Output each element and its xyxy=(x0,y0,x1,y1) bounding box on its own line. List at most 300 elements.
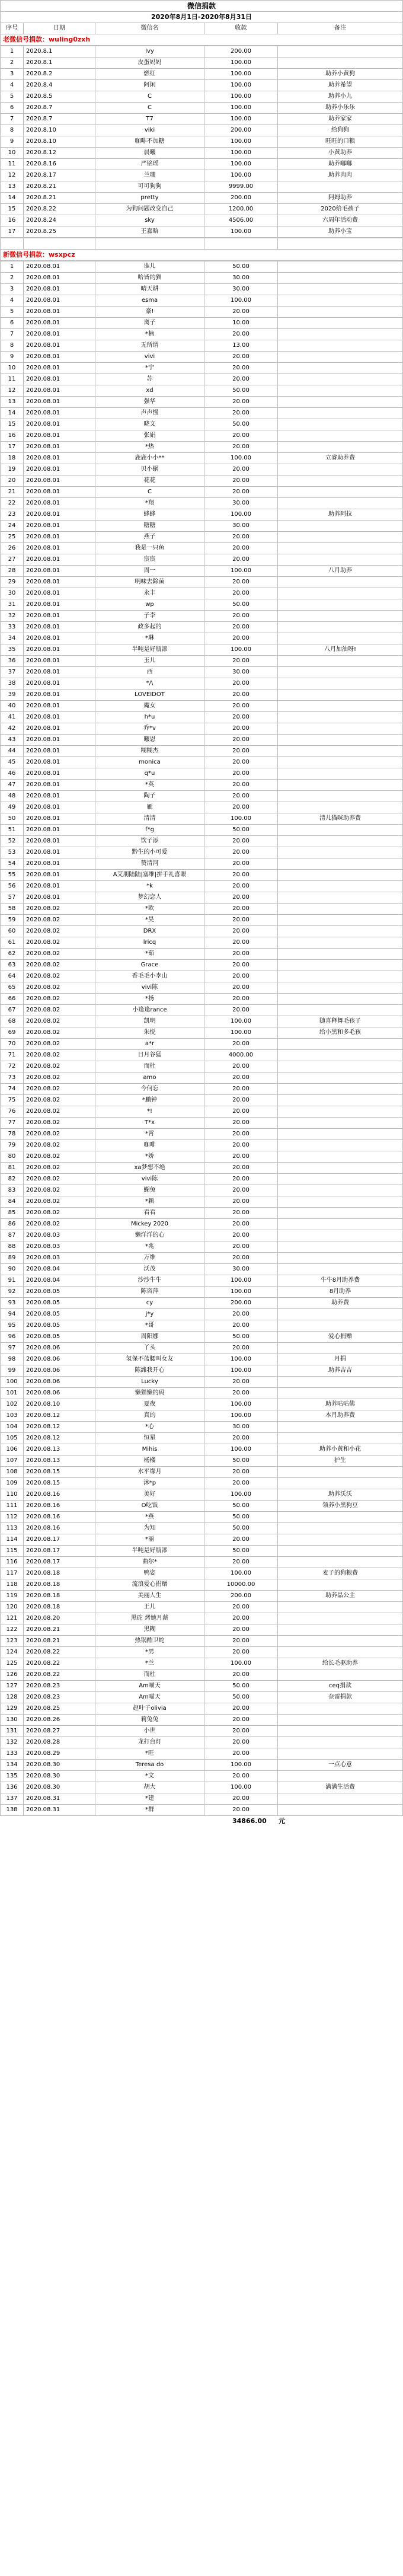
row-note: 本月助养费 xyxy=(278,1410,403,1422)
row-amount: 20.00 xyxy=(204,1219,278,1230)
row-amount: 20.00 xyxy=(204,1118,278,1129)
row-note xyxy=(278,46,403,58)
row-date: 2020.08.21 xyxy=(24,1636,95,1647)
row-note xyxy=(278,1579,403,1591)
table-row xyxy=(1,215,403,226)
table-row xyxy=(1,1016,403,1027)
row-note: 助养小乐乐 xyxy=(278,103,403,114)
row-date: 2020.08.02 xyxy=(24,915,95,926)
table-row xyxy=(1,656,403,667)
row-number: 33 xyxy=(1,622,24,633)
old-account-table xyxy=(0,46,403,238)
table-row xyxy=(1,363,403,374)
row-number: 64 xyxy=(1,971,24,982)
row-number: 105 xyxy=(1,1433,24,1444)
table-row xyxy=(1,1309,403,1320)
row-number: 135 xyxy=(1,1771,24,1782)
row-number: 132 xyxy=(1,1737,24,1748)
row-note: 小黄助养 xyxy=(278,148,403,159)
table-row xyxy=(1,723,403,735)
row-date: 2020.08.21 xyxy=(24,1624,95,1636)
row-number: 28 xyxy=(1,566,24,577)
row-note: 助养吉吉 xyxy=(278,1365,403,1377)
row-note xyxy=(278,971,403,982)
new-account-table xyxy=(0,261,403,1816)
row-number: 138 xyxy=(1,1805,24,1816)
table-row xyxy=(1,1377,403,1388)
row-amount: 100.00 xyxy=(204,91,278,103)
row-amount: 100.00 xyxy=(204,1444,278,1455)
row-note xyxy=(278,1805,403,1816)
row-number: 68 xyxy=(1,1016,24,1027)
row-number: 130 xyxy=(1,1715,24,1726)
row-number: 126 xyxy=(1,1670,24,1681)
row-name: *男 xyxy=(95,1647,204,1658)
table-row xyxy=(1,622,403,633)
row-amount: 20.00 xyxy=(204,746,278,757)
row-number: 87 xyxy=(1,1230,24,1241)
row-name: *群 xyxy=(95,1805,204,1816)
table-row xyxy=(1,1399,403,1410)
row-date: 2020.08.03 xyxy=(24,1230,95,1241)
row-amount: 20.00 xyxy=(204,982,278,994)
row-name: 清清 xyxy=(95,813,204,825)
table-row xyxy=(1,1703,403,1715)
row-amount: 20.00 xyxy=(204,926,278,937)
table-row xyxy=(1,1264,403,1275)
table-row xyxy=(1,159,403,170)
table-row xyxy=(1,1636,403,1647)
row-number: 117 xyxy=(1,1568,24,1579)
row-note: 助养阿拉 xyxy=(278,509,403,521)
row-note xyxy=(278,1433,403,1444)
row-note: 助养费 xyxy=(278,1298,403,1309)
table-row xyxy=(1,1489,403,1501)
row-date: 2020.08.01 xyxy=(24,577,95,588)
row-note xyxy=(278,1478,403,1489)
header-date: 日期 xyxy=(24,23,95,34)
row-note: 助养咕咕佛 xyxy=(278,1399,403,1410)
row-note xyxy=(278,1771,403,1782)
row-note: 立睿助养费 xyxy=(278,453,403,464)
row-name: 陈咨萍 xyxy=(95,1287,204,1298)
row-name: f*g xyxy=(95,825,204,836)
row-note xyxy=(278,633,403,644)
row-number: 7 xyxy=(1,114,24,125)
row-date: 2020.08.01 xyxy=(24,780,95,791)
row-name: *颖 xyxy=(95,1196,204,1208)
row-date: 2020.08.13 xyxy=(24,1444,95,1455)
row-note xyxy=(278,1163,403,1174)
row-date: 2020.08.16 xyxy=(24,1489,95,1501)
row-note xyxy=(278,1084,403,1095)
row-date: 2020.08.01 xyxy=(24,284,95,295)
row-date: 2020.08.01 xyxy=(24,385,95,397)
header-note: 备注 xyxy=(278,23,403,34)
row-amount: 20.00 xyxy=(204,723,278,735)
row-number: 52 xyxy=(1,836,24,847)
row-number: 62 xyxy=(1,949,24,960)
row-note xyxy=(278,960,403,971)
row-name: 宸宸 xyxy=(95,554,204,566)
row-date: 2020.08.01 xyxy=(24,678,95,690)
row-amount: 20.00 xyxy=(204,768,278,780)
table-row xyxy=(1,181,403,193)
row-name: 我是一只鱼 xyxy=(95,543,204,554)
row-number: 112 xyxy=(1,1512,24,1523)
row-note: 一点心意 xyxy=(278,1760,403,1771)
table-row xyxy=(1,170,403,181)
row-note xyxy=(278,1230,403,1241)
row-note: 麦子的狗粮费 xyxy=(278,1568,403,1579)
row-number: 65 xyxy=(1,982,24,994)
row-name: 水平缘月 xyxy=(95,1467,204,1478)
table-row xyxy=(1,80,403,91)
total-row xyxy=(0,1816,403,1827)
row-amount: 20.00 xyxy=(204,1253,278,1264)
row-name: 声声慢 xyxy=(95,408,204,419)
row-number: 131 xyxy=(1,1726,24,1737)
row-number: 14 xyxy=(1,408,24,419)
table-row xyxy=(1,1658,403,1670)
table-row xyxy=(1,1005,403,1016)
row-note xyxy=(278,1670,403,1681)
row-amount: 100.00 xyxy=(204,644,278,656)
row-number: 127 xyxy=(1,1681,24,1692)
row-name: 苏 xyxy=(95,374,204,385)
row-note xyxy=(278,442,403,453)
old-account-label: 老微信号捐款：wuling0zxh xyxy=(0,34,403,46)
row-name: T7 xyxy=(95,114,204,125)
row-name: 夏夜 xyxy=(95,1399,204,1410)
row-amount: 200.00 xyxy=(204,125,278,136)
row-number: 99 xyxy=(1,1365,24,1377)
row-note xyxy=(278,261,403,273)
table-row xyxy=(1,870,403,881)
row-amount: 20.00 xyxy=(204,1433,278,1444)
row-note xyxy=(278,58,403,69)
row-date: 2020.08.02 xyxy=(24,1208,95,1219)
row-amount: 100.00 xyxy=(204,1399,278,1410)
row-number: 4 xyxy=(1,80,24,91)
row-name: 恒星 xyxy=(95,1433,204,1444)
row-name: 朱悦 xyxy=(95,1027,204,1039)
table-row xyxy=(1,1320,403,1332)
row-amount: 20.00 xyxy=(204,1771,278,1782)
row-number: 89 xyxy=(1,1253,24,1264)
row-date: 2020.08.18 xyxy=(24,1591,95,1602)
row-name: 咖啡 xyxy=(95,1140,204,1151)
row-number: 42 xyxy=(1,723,24,735)
row-date: 2020.08.06 xyxy=(24,1343,95,1354)
row-note xyxy=(278,1241,403,1253)
table-row xyxy=(1,1478,403,1489)
row-number: 17 xyxy=(1,442,24,453)
row-name: 黑糊 xyxy=(95,1624,204,1636)
table-row xyxy=(1,1185,403,1196)
table-row xyxy=(1,1647,403,1658)
row-number: 92 xyxy=(1,1287,24,1298)
table-row xyxy=(1,971,403,982)
table-row xyxy=(1,226,403,238)
row-note xyxy=(278,1388,403,1399)
table-row xyxy=(1,352,403,363)
row-note xyxy=(278,295,403,307)
row-number: 106 xyxy=(1,1444,24,1455)
row-amount: 50.00 xyxy=(204,1681,278,1692)
row-name: 饮子添 xyxy=(95,836,204,847)
row-date: 2020.08.02 xyxy=(24,1174,95,1185)
row-name: 糖糖 xyxy=(95,521,204,532)
row-note xyxy=(278,1095,403,1106)
row-number: 110 xyxy=(1,1489,24,1501)
row-note xyxy=(278,521,403,532)
row-name: C xyxy=(95,91,204,103)
row-date: 2020.08.01 xyxy=(24,633,95,644)
row-amount: 100.00 xyxy=(204,1760,278,1771)
row-number: 20 xyxy=(1,475,24,487)
row-date: 2020.08.10 xyxy=(24,1399,95,1410)
row-number: 10 xyxy=(1,148,24,159)
row-number: 108 xyxy=(1,1467,24,1478)
table-row xyxy=(1,1455,403,1467)
row-number: 91 xyxy=(1,1275,24,1287)
table-row xyxy=(1,633,403,644)
row-number: 86 xyxy=(1,1219,24,1230)
table-row xyxy=(1,678,403,690)
row-name: */\ xyxy=(95,678,204,690)
row-name: C xyxy=(95,103,204,114)
row-name: 而杜 xyxy=(95,1061,204,1072)
row-amount: 13.00 xyxy=(204,340,278,352)
row-amount: 20.00 xyxy=(204,1467,278,1478)
row-note xyxy=(278,937,403,949)
row-amount: 4506.00 xyxy=(204,215,278,226)
row-date: 2020.08.02 xyxy=(24,1151,95,1163)
row-note: 助养小黄和小花 xyxy=(278,1444,403,1455)
row-number: 51 xyxy=(1,825,24,836)
row-note xyxy=(278,374,403,385)
row-amount: 20.00 xyxy=(204,611,278,622)
row-number: 19 xyxy=(1,464,24,475)
row-amount: 20.00 xyxy=(204,960,278,971)
row-date: 2020.08.01 xyxy=(24,858,95,870)
row-amount: 20.00 xyxy=(204,915,278,926)
table-row xyxy=(1,735,403,746)
row-name: 强华 xyxy=(95,397,204,408)
row-note: 助养肉肉 xyxy=(278,170,403,181)
row-note xyxy=(278,329,403,340)
row-amount: 20.00 xyxy=(204,487,278,498)
row-date: 2020.08.01 xyxy=(24,554,95,566)
row-number: 96 xyxy=(1,1332,24,1343)
row-name: *鹏钟 xyxy=(95,1095,204,1106)
row-amount: 100.00 xyxy=(204,295,278,307)
row-number: 4 xyxy=(1,295,24,307)
row-note xyxy=(278,881,403,892)
table-row xyxy=(1,1061,403,1072)
table-row xyxy=(1,1760,403,1771)
row-number: 133 xyxy=(1,1748,24,1760)
row-amount: 100.00 xyxy=(204,103,278,114)
row-number: 60 xyxy=(1,926,24,937)
table-row xyxy=(1,858,403,870)
row-amount: 20.00 xyxy=(204,352,278,363)
row-amount: 100.00 xyxy=(204,69,278,80)
row-name: Mihis xyxy=(95,1444,204,1455)
row-number: 73 xyxy=(1,1072,24,1084)
row-name: viki xyxy=(95,125,204,136)
row-amount: 20.00 xyxy=(204,1241,278,1253)
row-date: 2020.08.01 xyxy=(24,318,95,329)
row-note: 2020给毛孩子 xyxy=(278,204,403,215)
row-name: 为狗问题改变自己 xyxy=(95,204,204,215)
row-amount: 10.00 xyxy=(204,318,278,329)
table-row xyxy=(1,430,403,442)
row-number: 40 xyxy=(1,701,24,712)
row-amount: 30.00 xyxy=(204,1422,278,1433)
table-row xyxy=(1,904,403,915)
row-number: 13 xyxy=(1,397,24,408)
row-name: 花花 xyxy=(95,475,204,487)
row-name: 鹿鹿小小** xyxy=(95,453,204,464)
row-date: 2020.08.01 xyxy=(24,701,95,712)
row-number: 113 xyxy=(1,1523,24,1534)
row-date: 2020.08.18 xyxy=(24,1602,95,1613)
row-date: 2020.08.18 xyxy=(24,1568,95,1579)
row-number: 55 xyxy=(1,870,24,881)
row-note: 助养家家 xyxy=(278,114,403,125)
row-date: 2020.08.02 xyxy=(24,1016,95,1027)
row-name: 沐*p xyxy=(95,1478,204,1489)
row-number: 79 xyxy=(1,1140,24,1151)
row-amount: 20.00 xyxy=(204,633,278,644)
row-number: 2 xyxy=(1,58,24,69)
row-name: Am喵天 xyxy=(95,1681,204,1692)
row-number: 11 xyxy=(1,159,24,170)
table-row xyxy=(1,1039,403,1050)
row-name: pretty xyxy=(95,193,204,204)
row-name: 梦幻恋人 xyxy=(95,892,204,904)
row-name: 真的 xyxy=(95,1410,204,1422)
row-amount: 50.00 xyxy=(204,1692,278,1703)
table-row xyxy=(1,701,403,712)
row-name: 谁儿 xyxy=(95,261,204,273)
row-amount: 20.00 xyxy=(204,554,278,566)
row-number: 49 xyxy=(1,802,24,813)
row-name: 曲尔* xyxy=(95,1557,204,1568)
row-name: 凯明 xyxy=(95,1016,204,1027)
table-row xyxy=(1,46,403,58)
row-amount: 100.00 xyxy=(204,226,278,238)
row-date: 2020.08.02 xyxy=(24,982,95,994)
row-number: 50 xyxy=(1,813,24,825)
row-amount: 20.00 xyxy=(204,1737,278,1748)
row-name: 严铭瑶 xyxy=(95,159,204,170)
row-date: 2020.08.18 xyxy=(24,1579,95,1591)
row-note: 给小黑和多毛孩 xyxy=(278,1027,403,1039)
row-date: 2020.08.01 xyxy=(24,487,95,498)
row-number: 77 xyxy=(1,1118,24,1129)
row-name: *霄 xyxy=(95,1129,204,1140)
row-number: 22 xyxy=(1,498,24,509)
row-name: a*r xyxy=(95,1039,204,1050)
row-amount: 20.00 xyxy=(204,1005,278,1016)
table-row xyxy=(1,1129,403,1140)
table-row xyxy=(1,1422,403,1433)
row-date: 2020.08.30 xyxy=(24,1782,95,1793)
row-amount: 20.00 xyxy=(204,892,278,904)
table-row xyxy=(1,532,403,543)
table-row xyxy=(1,1433,403,1444)
row-name: 西 xyxy=(95,667,204,678)
row-date: 2020.08.05 xyxy=(24,1287,95,1298)
row-number: 111 xyxy=(1,1501,24,1512)
row-number: 1 xyxy=(1,261,24,273)
row-amount: 20.00 xyxy=(204,1230,278,1241)
row-note xyxy=(278,994,403,1005)
row-note xyxy=(278,1196,403,1208)
table-row xyxy=(1,498,403,509)
row-date: 2020.08.01 xyxy=(24,307,95,318)
table-row xyxy=(1,284,403,295)
row-note: 助养嘟嘟 xyxy=(278,159,403,170)
row-number: 66 xyxy=(1,994,24,1005)
row-amount: 50.00 xyxy=(204,599,278,611)
table-row xyxy=(1,994,403,1005)
table-row xyxy=(1,509,403,521)
row-date: 2020.8.24 xyxy=(24,215,95,226)
row-date: 2020.08.01 xyxy=(24,543,95,554)
row-number: 37 xyxy=(1,667,24,678)
row-name: *欧 xyxy=(95,904,204,915)
row-name: 丫头 xyxy=(95,1343,204,1354)
table-row xyxy=(1,1568,403,1579)
table-row xyxy=(1,340,403,352)
row-note: 六周年活动费 xyxy=(278,215,403,226)
table-row xyxy=(1,408,403,419)
row-name: Am喵天 xyxy=(95,1692,204,1703)
row-amount: 20.00 xyxy=(204,307,278,318)
row-note: 护生 xyxy=(278,1455,403,1467)
row-number: 75 xyxy=(1,1095,24,1106)
table-row xyxy=(1,114,403,125)
row-note xyxy=(278,656,403,667)
row-amount: 20.00 xyxy=(204,1703,278,1715)
table-row xyxy=(1,1726,403,1737)
row-note xyxy=(278,1534,403,1546)
row-name: 小世 xyxy=(95,1726,204,1737)
row-name: esma xyxy=(95,295,204,307)
row-amount: 20.00 xyxy=(204,532,278,543)
row-amount: 20.00 xyxy=(204,1320,278,1332)
row-name: 王嘉晗 xyxy=(95,226,204,238)
row-date: 2020.08.01 xyxy=(24,690,95,701)
row-note xyxy=(278,757,403,768)
row-name: vivi xyxy=(95,352,204,363)
row-name: 兰珊 xyxy=(95,170,204,181)
table-row xyxy=(1,1737,403,1748)
row-date: 2020.08.01 xyxy=(24,475,95,487)
row-date: 2020.08.23 xyxy=(24,1681,95,1692)
row-note xyxy=(278,284,403,295)
row-number: 67 xyxy=(1,1005,24,1016)
row-amount: 100.00 xyxy=(204,80,278,91)
row-amount: 100.00 xyxy=(204,1016,278,1027)
row-note xyxy=(278,802,403,813)
row-note: 八月助养 xyxy=(278,566,403,577)
table-row xyxy=(1,1219,403,1230)
